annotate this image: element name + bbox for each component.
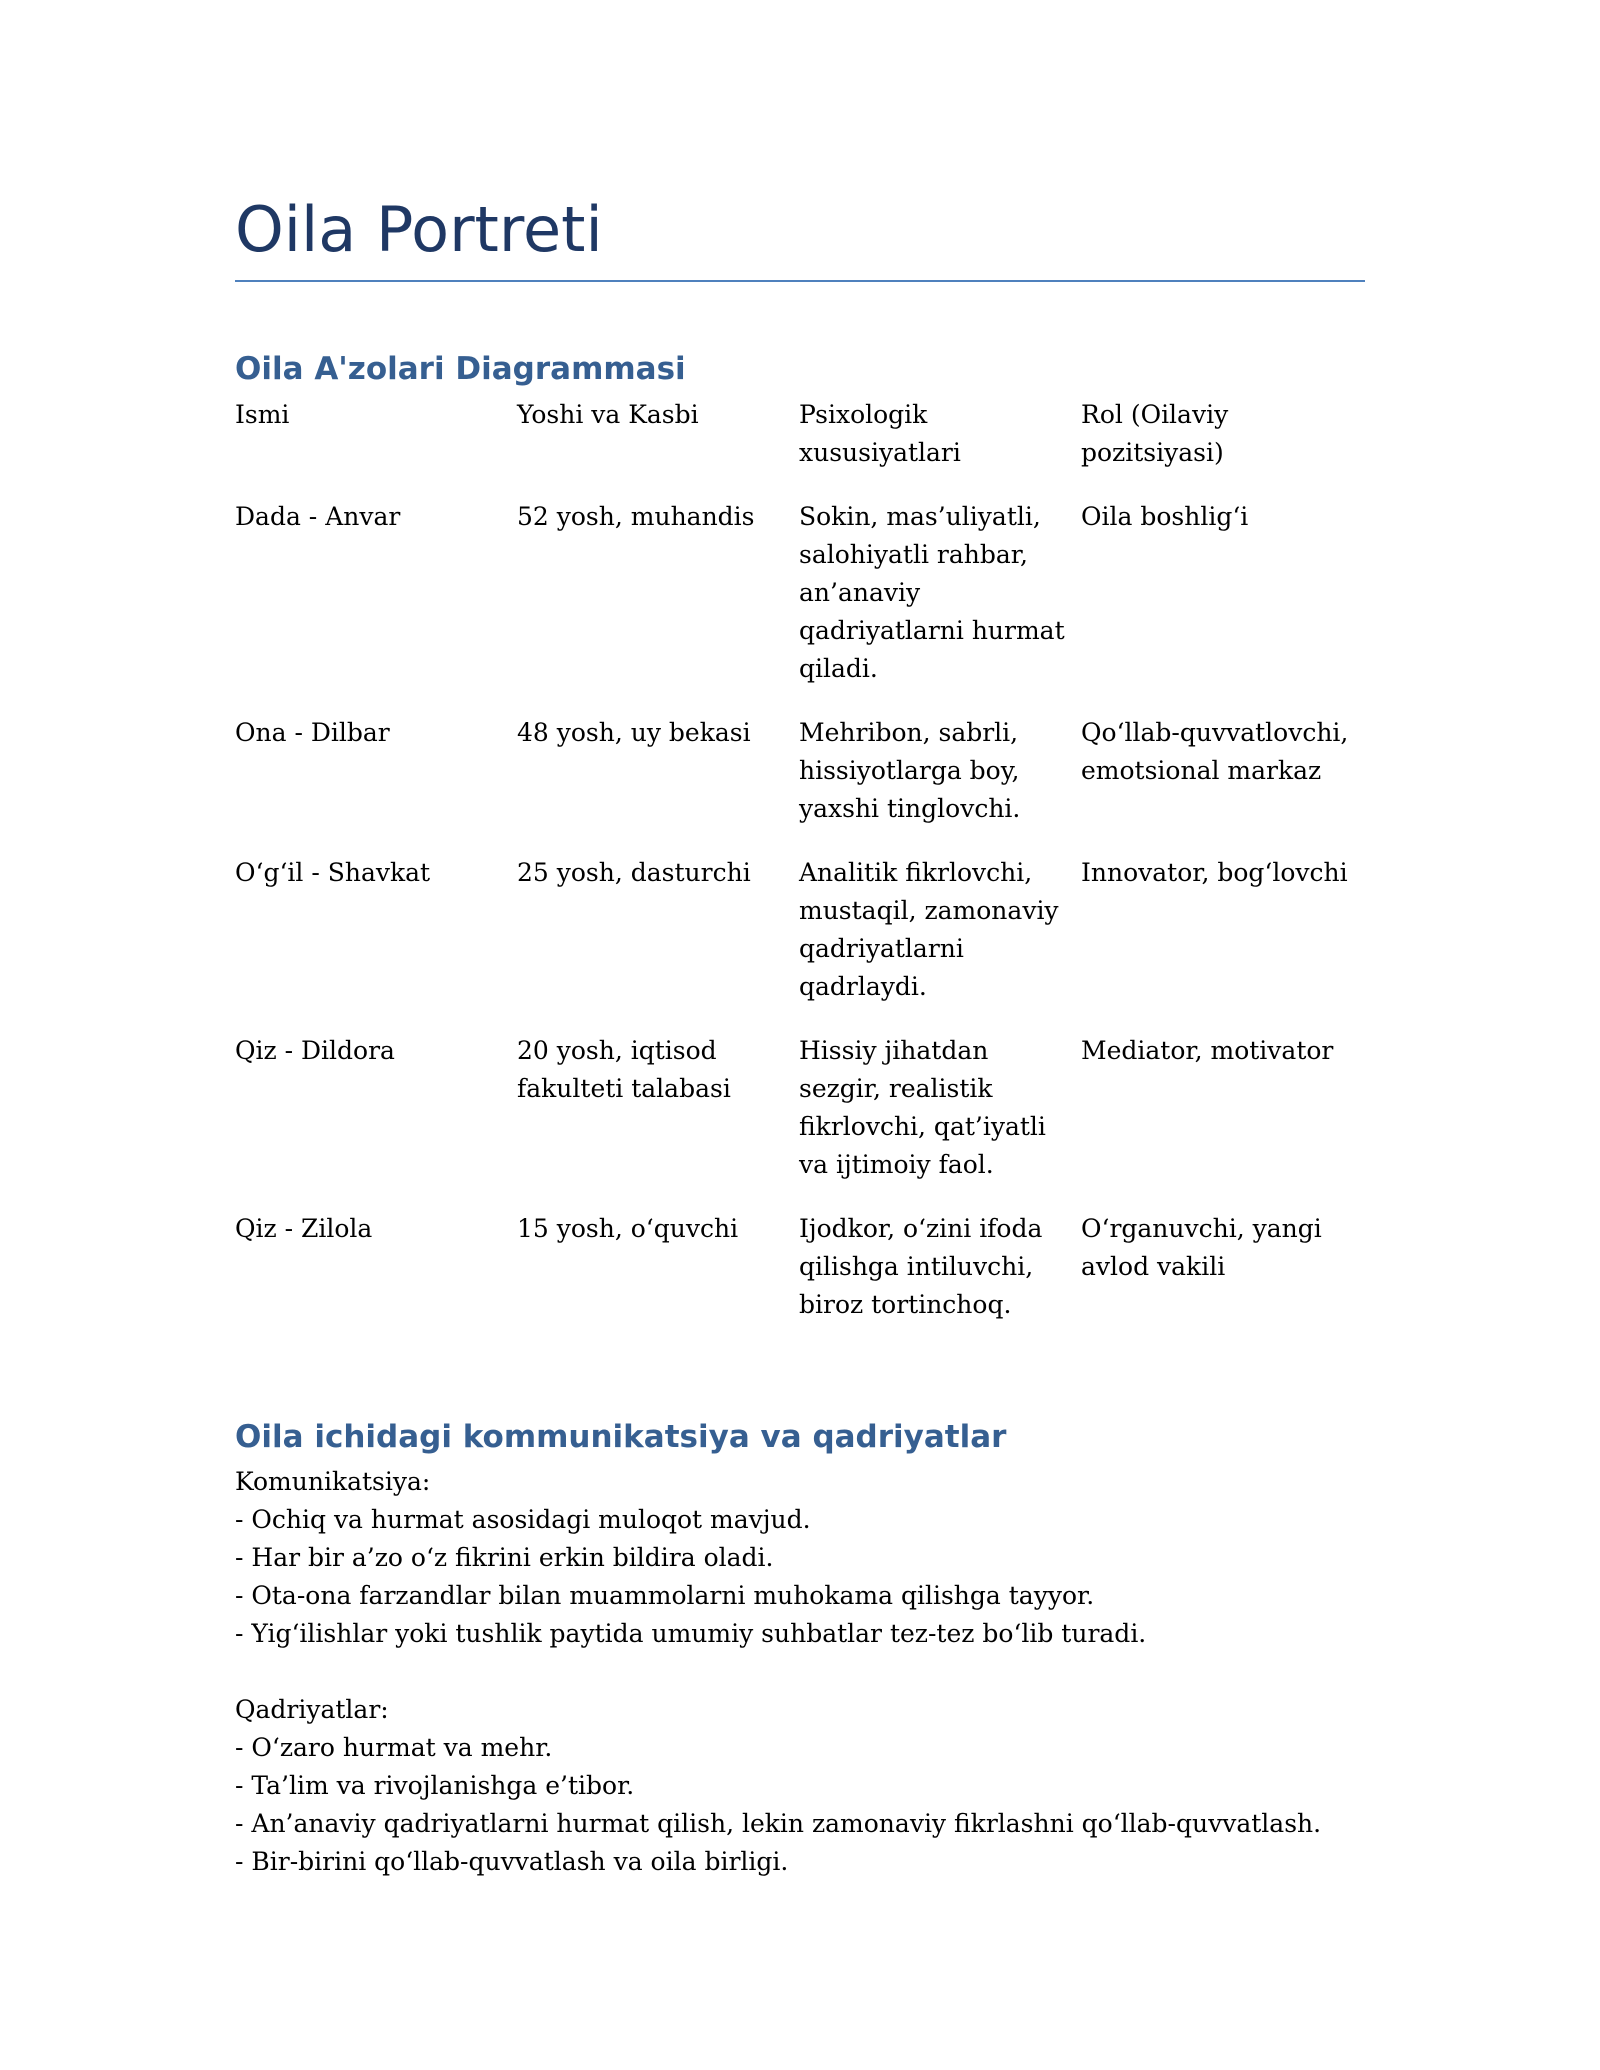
table-row xyxy=(235,854,1365,1032)
member-age-job: 48 yosh, uy bekasi xyxy=(517,718,751,747)
member-name: Ona - Dilbar xyxy=(235,718,390,747)
member-name: Dada - Anvar xyxy=(235,502,401,531)
column-header-age-job: Yoshi va Kasbi xyxy=(517,400,699,429)
family-members-table xyxy=(235,396,1365,1350)
member-role: Oila boshlig‘i xyxy=(1081,502,1249,531)
list-item: - Yig‘ilishlar yoki tushlik paytida umumiy suhbatlar tez-tez bo‘lib turadi. xyxy=(235,1619,1147,1648)
values-block xyxy=(235,1691,1365,1881)
member-name: Qiz - Dildora xyxy=(235,1036,395,1065)
communication-block xyxy=(235,1463,1365,1653)
table-row xyxy=(235,714,1365,854)
list-item: - Har bir a’zo o‘z fikrini erkin bildira oladi. xyxy=(235,1543,774,1572)
member-psych: Mehribon, sabrli, hissiyotlarga boy, yaxshi tinglovchi. xyxy=(799,718,1021,823)
member-name: Qiz - Zilola xyxy=(235,1214,373,1243)
member-role: Innovator, bog‘lovchi xyxy=(1081,858,1348,887)
column-header-name: Ismi xyxy=(235,400,290,429)
member-psych: Ijodkor, o‘zini ifoda qilishga intiluvchi, biroz tortinchoq. xyxy=(799,1214,1043,1319)
section-heading-family-members: Oila A'zolari Diagrammasi xyxy=(235,351,686,387)
member-name: O‘g‘il - Shavkat xyxy=(235,858,431,887)
member-psych: Analitik fikrlovchi, mustaqil, zamonaviy qadriyatlarni qadrlaydi. xyxy=(799,858,1059,1001)
member-role: Mediator, motivator xyxy=(1081,1036,1334,1065)
list-item: - Ta’lim va rivojlanishga e’tibor. xyxy=(235,1771,635,1800)
member-age-job: 25 yosh, dasturchi xyxy=(517,858,751,887)
list-item: - O‘zaro hurmat va mehr. xyxy=(235,1733,553,1762)
table-header-row xyxy=(235,396,1365,498)
document-title: Oila Portreti xyxy=(235,193,603,266)
communication-label: Komunikatsiya: xyxy=(235,1467,431,1496)
values-label: Qadriyatlar: xyxy=(235,1695,389,1724)
table-row xyxy=(235,1032,1365,1210)
member-role: Qo‘llab-quvvatlovchi, emotsional markaz xyxy=(1081,718,1349,785)
table-row xyxy=(235,1210,1365,1350)
list-item: - An’anaviy qadriyatlarni hurmat qilish, lekin zamonaviy fikrlashni qo‘llab-quvvatlash. xyxy=(235,1809,1322,1838)
member-role: O‘rganuvchi, yangi avlod vakili xyxy=(1081,1214,1322,1281)
list-item: - Ochiq va hurmat asosidagi muloqot mavjud. xyxy=(235,1505,811,1534)
section-heading-communication-values: Oila ichidagi kommunikatsiya va qadriyatlar xyxy=(235,1419,1007,1455)
member-psych: Sokin, mas’uliyatli, salohiyatli rahbar, an’anaviy qadriyatlarni hurmat qiladi. xyxy=(799,502,1065,683)
column-header-role: Rol (Oilaviy pozitsiyasi) xyxy=(1081,400,1229,467)
member-psych: Hissiy jihatdan sezgir, realistik fikrlovchi, qat’iyatli va ijtimoiy faol. xyxy=(799,1036,1046,1179)
member-age-job: 15 yosh, o‘quvchi xyxy=(517,1214,739,1243)
list-item: - Ota-ona farzandlar bilan muammolarni muhokama qilishga tayyor. xyxy=(235,1581,1095,1610)
member-age-job: 52 yosh, muhandis xyxy=(517,502,755,531)
member-age-job: 20 yosh, iqtisod fakulteti talabasi xyxy=(517,1036,731,1103)
list-item: - Bir-birini qo‘llab-quvvatlash va oila birligi. xyxy=(235,1847,789,1876)
column-header-psych: Psixologik xususiyatlari xyxy=(799,400,961,467)
table-row xyxy=(235,498,1365,714)
title-underline xyxy=(235,280,1365,282)
